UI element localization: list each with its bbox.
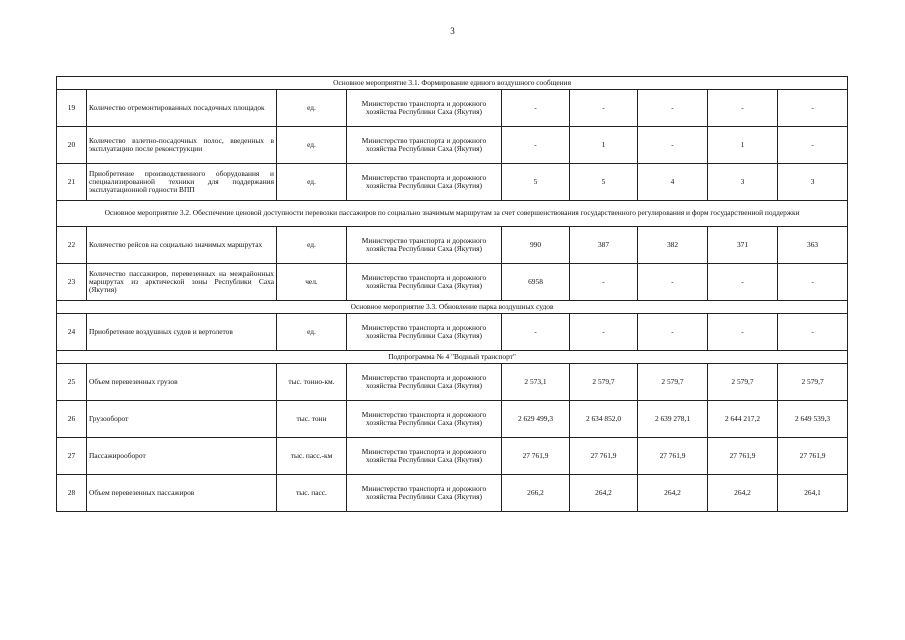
value-cell: 266,2 [502,475,570,512]
page-number: 3 [450,26,455,36]
unit-of-measure: ед. [277,314,347,351]
value-cell: 264,2 [708,475,778,512]
section-row [57,351,848,364]
value-cell: - [708,264,778,301]
value-cell: 387 [570,227,638,264]
value-cell: - [502,127,570,164]
responsible-organization: Министерство транспорта и дорожного хозяйства Республики Саха (Якутия) [347,127,502,164]
value-cell: 2 634 852,0 [570,401,638,438]
responsible-organization: Министерство транспорта и дорожного хозяйства Республики Саха (Якутия) [347,227,502,264]
value-cell: 2 579,7 [778,364,848,401]
row-number: 27 [57,438,87,475]
value-cell: 5 [502,164,570,201]
table-row [57,475,848,512]
table-row [57,127,848,164]
value-cell: 2 573,1 [502,364,570,401]
value-cell: - [638,264,708,301]
table-row [57,264,848,301]
value-cell: 371 [708,227,778,264]
value-cell: 990 [502,227,570,264]
section-title: Основное мероприятие 3.1. Формирование единого воздушного сообщения [57,77,848,90]
row-number: 24 [57,314,87,351]
value-cell: 27 761,9 [708,438,778,475]
row-number: 22 [57,227,87,264]
section-title: Основное мероприятие 3.2. Обеспечение ценовой доступности перевозки пассажиров по социально значимым маршрутам за счет совершенствования государственного регулирования и форм государственной поддержки [57,201,848,227]
table-row [57,438,848,475]
row-number: 23 [57,264,87,301]
responsible-organization: Министерство транспорта и дорожного хозяйства Республики Саха (Якутия) [347,90,502,127]
unit-of-measure: ед. [277,90,347,127]
value-cell: 264,1 [778,475,848,512]
value-cell: 363 [778,227,848,264]
value-cell: 27 761,9 [570,438,638,475]
value-cell: - [502,90,570,127]
section-row [57,77,848,90]
unit-of-measure: ед. [277,164,347,201]
value-cell: 27 761,9 [502,438,570,475]
indicator-name: Приобретение воздушных судов и вертолетов [87,314,277,351]
value-cell: 2 579,7 [708,364,778,401]
table-row [57,364,848,401]
unit-of-measure: тыс. пасс. [277,475,347,512]
value-cell: 3 [708,164,778,201]
value-cell: 2 579,7 [570,364,638,401]
value-cell: - [778,127,848,164]
value-cell: 264,2 [638,475,708,512]
unit-of-measure: ед. [277,127,347,164]
table-row [57,401,848,438]
row-number: 19 [57,90,87,127]
unit-of-measure: чел. [277,264,347,301]
table-row [57,314,848,351]
value-cell: 2 579,7 [638,364,708,401]
indicators-table [56,76,848,512]
value-cell: - [502,314,570,351]
unit-of-measure: тыс. тонн [277,401,347,438]
value-cell: 27 761,9 [778,438,848,475]
indicator-name: Пассажирооборот [87,438,277,475]
row-number: 21 [57,164,87,201]
indicator-name: Количество взлетно-посадочных полос, введенных в эксплуатацию после реконструкции [87,127,277,164]
value-cell: 2 644 217,2 [708,401,778,438]
value-cell: - [778,90,848,127]
unit-of-measure: ед. [277,227,347,264]
value-cell: - [638,127,708,164]
value-cell: - [570,264,638,301]
value-cell: - [570,314,638,351]
responsible-organization: Министерство транспорта и дорожного хозяйства Республики Саха (Якутия) [347,475,502,512]
row-number: 25 [57,364,87,401]
value-cell: - [638,90,708,127]
section-title: Основное мероприятие 3.3. Обновление парка воздушных судов [57,301,848,314]
responsible-organization: Министерство транспорта и дорожного хозяйства Республики Саха (Якутия) [347,264,502,301]
table-row [57,164,848,201]
value-cell: - [778,264,848,301]
value-cell: 2 649 539,3 [778,401,848,438]
indicator-name: Грузооборот [87,401,277,438]
section-title: Подпрограмма № 4 "Водный транспорт" [57,351,848,364]
value-cell: - [638,314,708,351]
value-cell: 1 [708,127,778,164]
indicator-name: Объем перевезенных грузов [87,364,277,401]
value-cell: 382 [638,227,708,264]
responsible-organization: Министерство транспорта и дорожного хозяйства Республики Саха (Якутия) [347,164,502,201]
value-cell: 5 [570,164,638,201]
unit-of-measure: тыс. пасс.-км [277,438,347,475]
indicator-name: Объем перевезенных пассажиров [87,475,277,512]
value-cell: 2 639 278,1 [638,401,708,438]
indicator-name: Количество пассажиров, перевезенных на межрайонных маршрутах из арктической зоны Республики Саха (Якутия) [87,264,277,301]
unit-of-measure: тыс. тонно-км. [277,364,347,401]
value-cell: 6958 [502,264,570,301]
indicator-name: Количество отремонтированных посадочных площадок [87,90,277,127]
row-number: 28 [57,475,87,512]
value-cell: 2 629 499,3 [502,401,570,438]
value-cell: - [708,314,778,351]
indicator-name: Количество рейсов на социально значимых маршрутах [87,227,277,264]
value-cell: 4 [638,164,708,201]
responsible-organization: Министерство транспорта и дорожного хозяйства Республики Саха (Якутия) [347,438,502,475]
row-number: 26 [57,401,87,438]
value-cell: 1 [570,127,638,164]
value-cell: - [778,314,848,351]
value-cell: 27 761,9 [638,438,708,475]
value-cell: 264,2 [570,475,638,512]
responsible-organization: Министерство транспорта и дорожного хозяйства Республики Саха (Якутия) [347,401,502,438]
table-row [57,227,848,264]
responsible-organization: Министерство транспорта и дорожного хозяйства Республики Саха (Якутия) [347,314,502,351]
row-number: 20 [57,127,87,164]
section-row [57,201,848,227]
table-row [57,90,848,127]
value-cell: 3 [778,164,848,201]
value-cell: - [570,90,638,127]
section-row [57,301,848,314]
value-cell: - [708,90,778,127]
responsible-organization: Министерство транспорта и дорожного хозяйства Республики Саха (Якутия) [347,364,502,401]
indicator-name: Приобретение производственного оборудования и специализированной техники для поддержания эксплуатационной годности ВПП [87,164,277,201]
